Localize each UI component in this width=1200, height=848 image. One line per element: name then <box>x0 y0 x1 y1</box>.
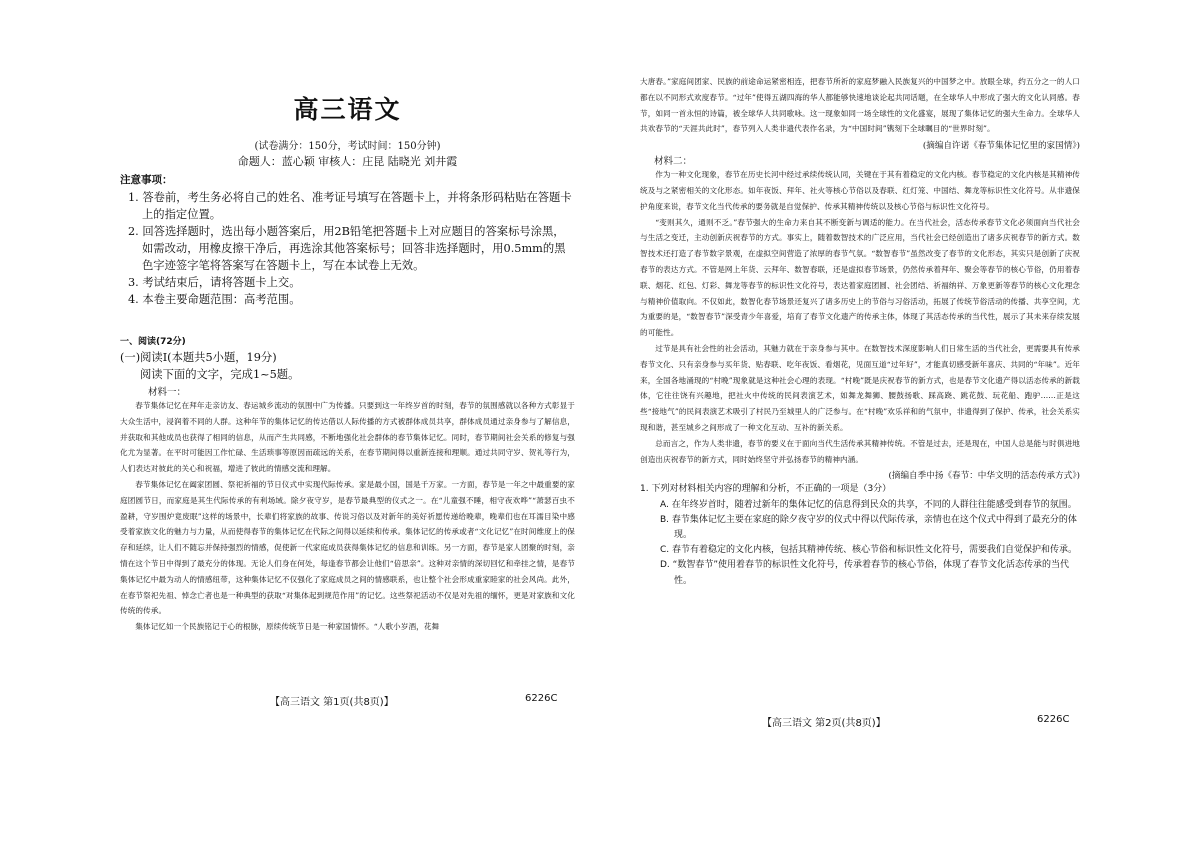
option-d: D. “数智春节”使用着春节的标识性文化符号，传承着春节的核心节俗，体现了春节文化活态传承的当代性。 <box>660 560 1069 586</box>
instruction: 阅读下面的文字，完成1~5题。 <box>140 368 300 381</box>
exam-authors: 命题人：蓝心颖 审核人：庄昆 陆晓光 刘井霞 <box>237 155 458 168</box>
page-code: 6226C <box>1037 714 1070 725</box>
paragraph: 集体记忆如一个民族铭记于心的根脉，原续传统节日是一种家国情怀。“人歌小岁酒，花舞 <box>135 622 440 632</box>
paragraph: “变则其久，通则不乏。”春节强大的生命力来自其不断变新与调适的能力。在当代社会，活态传承春节文化必须面向当代社会与生活之变迁，主动创新庆祝春节的方式。事实上，随着数智技术的广泛应用，当代社会已经创造出了诸多庆祝春节的新方式。数智技术还打造了春节数字景观，在虚拟空间营造了浓厚的春节气氛。“数智春节”虽然改变了春节的文化形态，其实只是创新了庆祝春节的表达方式。不管是网上年货、云拜年、数智春联，还是虚拟春节场景，仍然传承着拜年、聚会等春节的核心节俗，仍用着春联、烟花、红包、灯彩、舞龙等春节的标识性文化符号，表达着家庭团圆、社会团结、祈福纳祥、万象更新等春节的核心文化理念与精神价值取向。不仅如此，数智化春节场景还复兴了诸多历史上的节俗与习俗活动，拓展了传统节俗活动的传播、共享空间，尤为重要的是，“数智春节”深受青少年喜爱，培育了春节文化遗产的传承主体，体现了其活态传承的当代性，展示了其未来存续发展的可能性。 <box>640 217 1080 338</box>
material-1-label: 材料一： <box>148 387 187 398</box>
page-footer: 【高三语文 第2页(共8页)】 <box>762 718 886 729</box>
option-a: A. 在年终岁首时，随着过新年的集体记忆的信息得到民众的共享，不同的人群往往能感受到春节的氛围。 <box>660 499 1077 510</box>
notice-section <box>120 172 575 308</box>
notice-list <box>120 189 575 308</box>
reading-section <box>120 334 575 635</box>
page-footer: 【高三语文 第1页(共8页)】 <box>270 697 394 708</box>
notice-title: 注意事项： <box>120 174 173 186</box>
paragraph: 大唐春。”家庭间团家、民族的前途命运紧密相连，把春节所祈的家庭梦融入民族复兴的中国梦之中。放眼全球，约五分之一的人口都在以不同形式欢度春节。“过年”使得五湖四海的华人都能够快速地谈论起共同话题，在全球华人中形成了强大的文化认同感。春节，如同一首永恒的诗篇，被全球华人共同歌咏。这一现象如同一场全球性的文化盛宴，展现了集体记忆的强大生命力。全球华人共欢春节的“天涯共此时”，春节列入人类非遗代表作名录，为“中国时间”镌刻下全球瞩目的“世界时刻”。 <box>640 77 1080 134</box>
material-1-text <box>120 398 575 635</box>
paragraph: 总而言之，作为人类非遗，春节的要义在于面向当代生活传承其精神传统。不管是过去，还是现在，中国人总是能与时俱进地创造出庆祝春节的新方式，同时始终坚守并弘扬春节的精神内涵。 <box>640 438 1080 464</box>
source-citation: (摘编自季中扬《春节：中华文明的活态传承方式》) <box>888 471 1080 482</box>
notice-item: 4. 本卷主要命题范围：高考范围。 <box>128 293 301 306</box>
option-b: B. 春节集体记忆主要在家庭的除夕夜守岁的仪式中得以代际传承，亲情也在这个仪式中得到了最充分的体现。 <box>660 514 1077 540</box>
paragraph: 春节集体记忆在阖家团圆、祭祀祈福的节日仪式中实现代际传承。家是最小国，国是千万家。一方面，春节是一年之中最重要的家庭团圆节日，而家庭是其生代际传承的有利场域。除夕夜守岁，是春节最典型的仪式之一。在“儿童强不睡，相守夜欢哗”“萧瑟百虫不盈耕，守岁围炉竟废眠”这样的场景中，长辈们将家族的故事、传说习俗以及对新年的美好祈愿传递给晚辈，晚辈们也在耳濡目染中感受着家族文化的魅力与力量，从而使得春节的集体记忆在代际之间得以延续和传承。集体记忆的传承或者“文化记忆”在时间维度上的保存和延续，让人们不随忘并保持强烈的情感，促使新一代家庭成员获得集体记忆的信息和训练。另一方面，春节是家人团聚的时刻，亲情在这个节日中得到了最充分的体现。无论人们身在何处，每逢春节都会让他们“倍思亲”。这种对亲情的深切回忆和牵挂之情，是春节集体记忆中最为动人的情感纽带，这种集体记忆不仅强化了家庭成员之间的情感联系，也让整个社会形成重家睦家的社会风尚。此外，在春节祭祀先祖、悼念亡者也是一种典型的获取“对集体起到规范作用”的记忆。这些祭祀活动不仅是对先祖的缅怀，更是对家族和文化传统的传承。 <box>120 479 575 616</box>
exam-title: 高三语文 <box>293 95 402 124</box>
subsection-heading: (一)阅读Ⅰ(本题共5小题，19分) <box>120 351 277 364</box>
material-2-label: 材料二： <box>654 156 693 168</box>
source-citation: (摘编自许诺《春节集体记忆里的家国情》) <box>922 141 1080 152</box>
page-code: 6226C <box>525 693 558 704</box>
notice-item: 1. 答卷前，考生务必将自己的姓名、准考证号填写在答题卡上，并将条形码粘贴在答题卡上的指定位置。 <box>128 191 572 221</box>
notice-item: 3. 考试结束后，请将答题卡上交。 <box>128 276 301 289</box>
notice-item: 2. 回答选择题时，选出每小题答案后，用2B铅笔把答题卡上对应题目的答案标号涂黑，如需改动，用橡皮擦干净后，再选涂其他答案标号；回答非选择题时，用0.5mm的黑色字迹签字笔将答案写在答题卡上，写在本试卷上无效。 <box>128 225 566 272</box>
material-2-text <box>640 167 1080 467</box>
option-c: C. 春节有着稳定的文化内核，包括其精神传统、核心节俗和标识性文化符号，需要我们自觉保护和传承。 <box>660 545 1078 556</box>
question-stem: 1. 下列对材料相关内容的理解和分析，不正确的一项是（3分） <box>640 484 892 495</box>
paragraph: 春节集体记忆在拜年走亲访友、春运城乡流动的氛围中广为传播。只要到这一年终岁首的时刻，春节的氛围感就以各种方式彰显于大众生活中，浸润着不同的人群。这种年节的集体记忆的传达借以人际传播的方式被群体成员共享，群体成员通过亲身参与了解信息，并获取和其他成员也获得了相同的信息，从而产生共同感，不断地强化社会群体的春节集体记忆。同时，春节期间社会关系的修复与强化尤为显著。在平时可能因工作忙碌、生活琐事等原因而疏远的关系，在春节期间得以重新连接和理顺。通过共同守岁、贺礼等行为，人们表达对彼此的关心和祝福，增进了彼此的情感交流和理解。 <box>120 401 575 474</box>
paragraph: 过节是具有社会性的社会活动，其魅力就在于亲身参与其中。在数智技术深度影响人们日常生活的当代社会，更需要具有传承春节文化、只有亲身参与买年货、贴春联、吃年夜饭、看烟花，见面互道“过年好”，才能真切感受新年喜庆、共同的“年味”。近年来，全国各地涌现的“村晚”现象就是这种社会心理的表现。“村晚”既是庆祝春节的新方式，也是春节文化遗产得以活态传承的新载体，它往往饶有兴趣地，把社火中传统的民间表演艺术，如舞龙舞狮、腰鼓扬歌、踩高跷、跳花鼓、玩花船、跑驴……正是这些“接地气”的民间表演艺术吸引了村民乃至城里人的广泛参与。在“村晚”欢乐祥和的气氛中，非遗得到了保护、传承，社会关系实现和谐，甚至城乡之间形成了一种文化互动、互补的新关系。 <box>640 343 1080 432</box>
question-1 <box>640 482 1080 588</box>
material-1-continued <box>640 74 1080 589</box>
paragraph: 作为一种文化现象，春节在历史长河中经过承续传统认同，关键在于其有着稳定的文化内核。春节稳定的文化内核是其精神传统及与之紧密相关的文化形态。如年夜饭、拜年、社火等核心节俗以及春联、红灯笼、中国结、舞龙等标识性文化符号。从非遗保护角度来说，春节文化当代传承的要务就是自觉保护、传承其精神传统以及核心节俗与标识性文化符号。 <box>640 170 1080 211</box>
exam-meta: (试卷满分：150分，考试时间：150分钟) <box>254 141 441 152</box>
section-heading: 一、阅读(72分) <box>120 337 186 347</box>
